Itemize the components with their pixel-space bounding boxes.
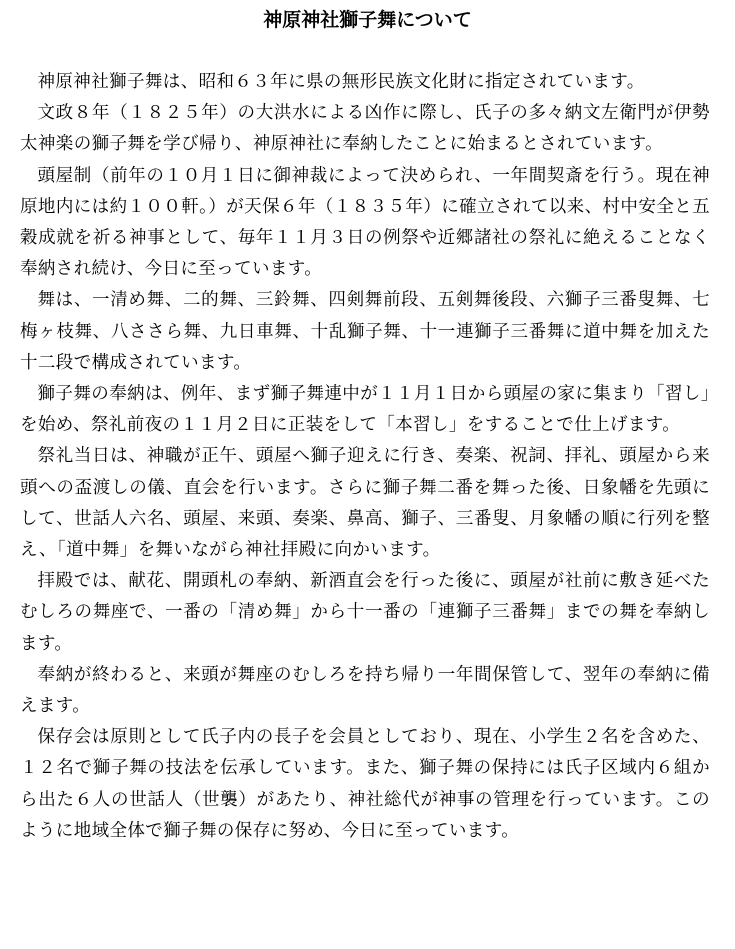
- paragraph-origin: 文政８年（１８２５年）の大洪水による凶作に際し、氏子の多々納文左衛門が伊勢太神楽の獅子舞を学び帰り、神原神社に奉納したことに始まるとされています。: [20, 103, 710, 155]
- paragraph-preservation: 保存会は原則として氏子内の長子を会員としており、現在、小学生２名を含めた、１２名で獅子舞の技法を伝承しています。また、獅子舞の保持には氏子区域内６組から出た６人の世話人（世襲）があたり、神社総代が神事の管理を行っています。このように地域全体で獅子舞の保存に努め、今日に至っています。: [20, 727, 710, 841]
- paragraph-dance-composition: 舞は、一清め舞、二的舞、三鈴舞、四剣舞前段、五剣舞後段、六獅子三番叟舞、七梅ヶ枝舞、八ささら舞、九日車舞、十乱獅子舞、十一連獅子三番舞に道中舞を加えた十二段で構成されています。: [20, 290, 710, 373]
- paragraph-designation: 神原神社獅子舞は、昭和６３年に県の無形民族文化財に指定されています。: [37, 72, 645, 92]
- page-title: 神原神社獅子舞について: [263, 9, 472, 31]
- paragraph-after-offering: 奉納が終わると、来頭が舞座のむしろを持ち帰り一年間保管して、翌年の奉納に備えます。: [20, 664, 710, 717]
- paragraph-offering: 拝殿では、献花、開頭札の奉納、新酒直会を行った後に、頭屋が社前に敷き延べたむしろの舞座で、一番の「清め舞」から十一番の「連獅子三番舞」までの舞を奉納します。: [20, 571, 711, 654]
- document-body: [20, 67, 710, 847]
- paragraph-festival-day: 祭礼当日は、神職が正午、頭屋へ獅子迎えに行き、奏楽、祝詞、拝礼、頭屋から来頭への盃渡しの儀、直会を行います。さらに獅子舞二番を舞った後、日象幡を先頭にして、世話人六名、頭屋、来頭、奏楽、鼻高、獅子、三番叟、月象幡の順に行列を整え、「道中舞」を舞いながら神社拝殿に向かいます。: [20, 446, 710, 561]
- paragraph-toya-system: 頭屋制（前年の１０月１日に御神裁によって決められ、一年間契斎を行う。現在神原地内には約１００軒。）が天保６年（１８３５年）に確立されて以来、村中安全と五穀成就を祈る神事として、毎年１１月３日の例祭や近郷諸社の祭礼に絶えることなく奉納され続け、今日に至っています。: [20, 165, 710, 280]
- paragraph-practice: 獅子舞の奉納は、例年、まず獅子舞連中が１１月１日から頭屋の家に集まり「習し」を始め、祭礼前夜の１１月２日に正装をして「本習し」をすることで仕上げます。: [20, 384, 710, 436]
